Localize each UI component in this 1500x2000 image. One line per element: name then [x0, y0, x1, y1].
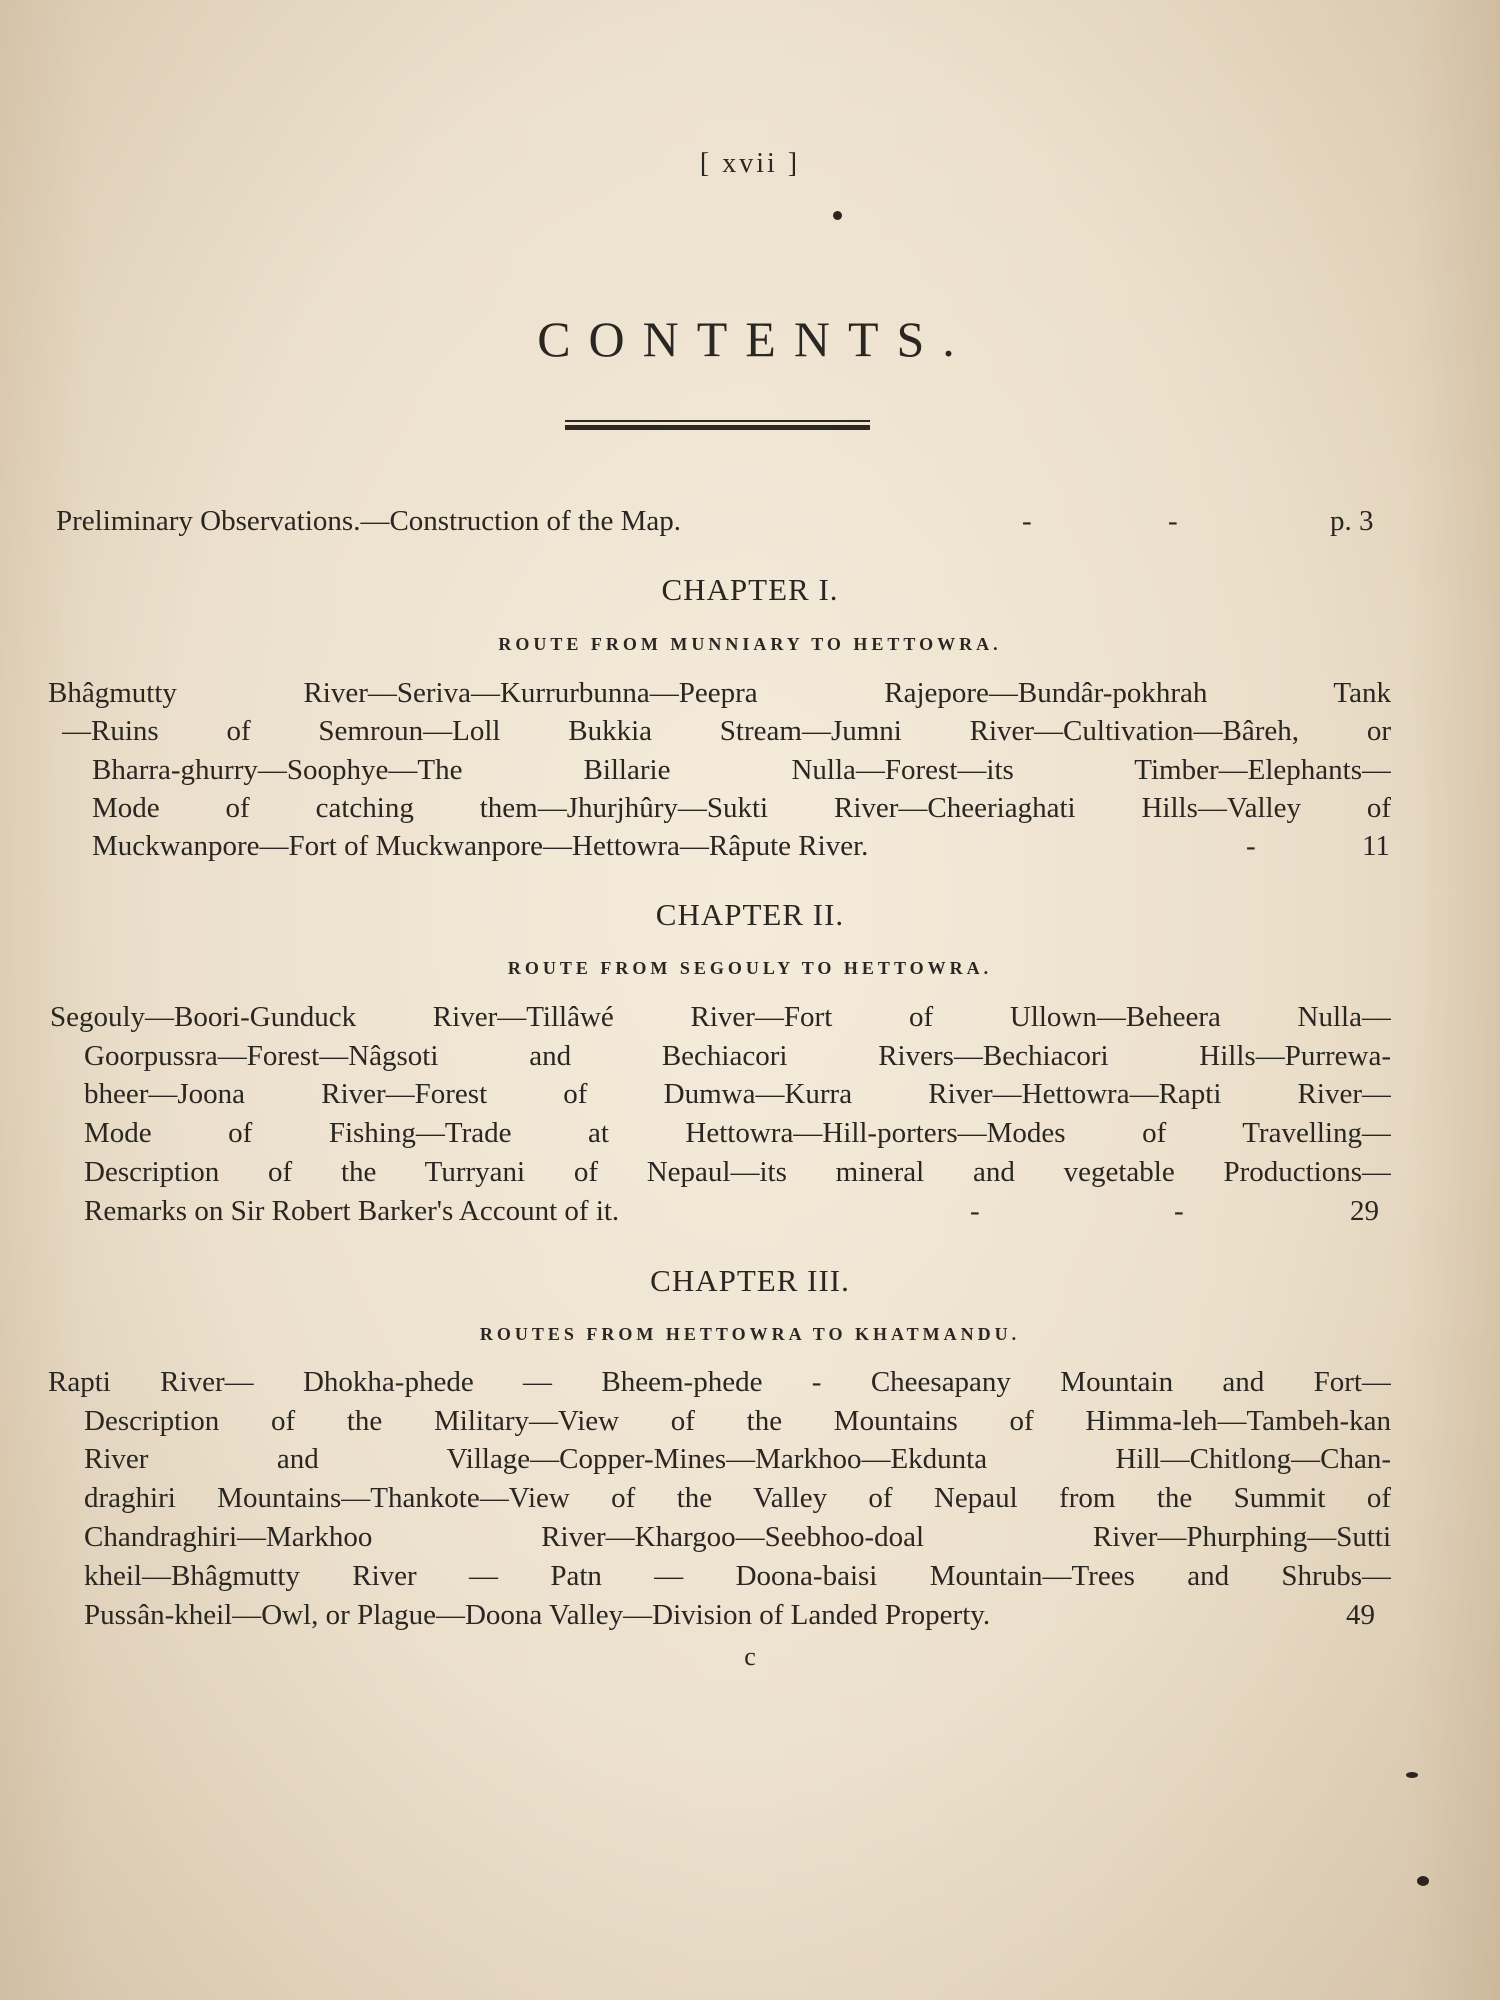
- title-rule-thin: [565, 420, 870, 422]
- page-number: 11: [1362, 830, 1390, 862]
- contents-line: Pussân-kheil—Owl, or Plague—Doona Valley—Division of Landed Property.: [84, 1599, 991, 1631]
- contents-line: Remarks on Sir Robert Barker's Account of it.: [84, 1195, 620, 1227]
- ink-spot: [1406, 1772, 1418, 1778]
- contents-line: Rapti River— Dhokha-phede — Bheem-phede - Cheesapany Mountain and Fort—: [48, 1366, 1391, 1398]
- contents-title: CONTENTS.: [537, 311, 973, 367]
- contents-line: Goorpussra—Forest—Nâgsoti and Bechiacori Rivers—Bechiacori Hills—Purrewa-: [84, 1040, 1391, 1072]
- leader-dash: -: [1174, 1195, 1184, 1227]
- route-subheading: ROUTE FROM MUNNIARY TO HETTOWRA.: [498, 634, 1002, 654]
- route-subheading: ROUTES FROM HETTOWRA TO KHATMANDU.: [479, 1324, 1021, 1344]
- contents-line: draghiri Mountains—Thankote—View of the Valley of Nepaul from the Summit of: [84, 1482, 1391, 1514]
- route-subheading: ROUTE FROM SEGOULY TO HETTOWRA.: [507, 958, 993, 978]
- page-number: p. 3: [1330, 505, 1374, 537]
- contents-line: kheil—Bhâgmutty River — Patn — Doona-baisi Mountain—Trees and Shrubs—: [84, 1560, 1391, 1592]
- leader-dash: -: [1022, 505, 1032, 537]
- contents-line: Mode of Fishing—Trade at Hettowra—Hill-porters—Modes of Travelling—: [84, 1117, 1391, 1149]
- contents-line: Description of the Turryani of Nepaul—its mineral and vegetable Productions—: [84, 1156, 1391, 1188]
- contents-line: Mode of catching them—Jhurjhûry—Sukti River—Cheeriaghati Hills—Valley of: [92, 792, 1391, 824]
- chapter-heading: CHAPTER III.: [650, 1263, 850, 1298]
- page-folio: [ xvii ]: [699, 148, 801, 179]
- ink-spot: [1417, 1876, 1429, 1886]
- contents-line: River and Village—Copper-Mines—Markhoo—Ekdunta Hill—Chitlong—Chan-: [84, 1443, 1391, 1475]
- contents-line: —Ruins of Semroun—Loll Bukkia Stream—Jumni River—Cultivation—Bâreh, or: [62, 715, 1391, 747]
- signature-mark: c: [744, 1642, 756, 1671]
- contents-line: Segouly—Boori-Gunduck River—Tillâwé River—Fort of Ullown—Beheera Nulla—: [50, 1001, 1391, 1033]
- contents-line: bheer—Joona River—Forest of Dumwa—Kurra River—Hettowra—Rapti River—: [84, 1078, 1391, 1110]
- contents-line: Muckwanpore—Fort of Muckwanpore—Hettowra—Râpute River.: [92, 830, 869, 862]
- chapter-heading: CHAPTER II.: [655, 897, 845, 932]
- preliminary-text: Preliminary Observations.—Construction of the Map.: [56, 505, 682, 537]
- contents-line: Bhâgmutty River—Seriva—Kurrurbunna—Peepra Rajepore—Bundâr-pokhrah Tank: [48, 677, 1391, 709]
- contents-line: Chandraghiri—Markhoo River—Khargoo—Seebhoo-doal River—Phurphing—Sutti: [84, 1521, 1391, 1553]
- page-number: 29: [1350, 1195, 1379, 1227]
- contents-line: Description of the Military—View of the Mountains of Himma-leh—Tambeh-kan: [84, 1405, 1391, 1437]
- leader-dash: -: [1246, 830, 1256, 862]
- title-rule-thick: [565, 425, 870, 430]
- chapter-heading: CHAPTER I.: [661, 572, 839, 607]
- ink-spot: [833, 211, 842, 220]
- page-number: 49: [1346, 1599, 1375, 1631]
- contents-line: Bharra-ghurry—Soophye—The Billarie Nulla—Forest—its Timber—Elephants—: [92, 754, 1391, 786]
- leader-dash: -: [970, 1195, 980, 1227]
- leader-dash: -: [1168, 505, 1178, 537]
